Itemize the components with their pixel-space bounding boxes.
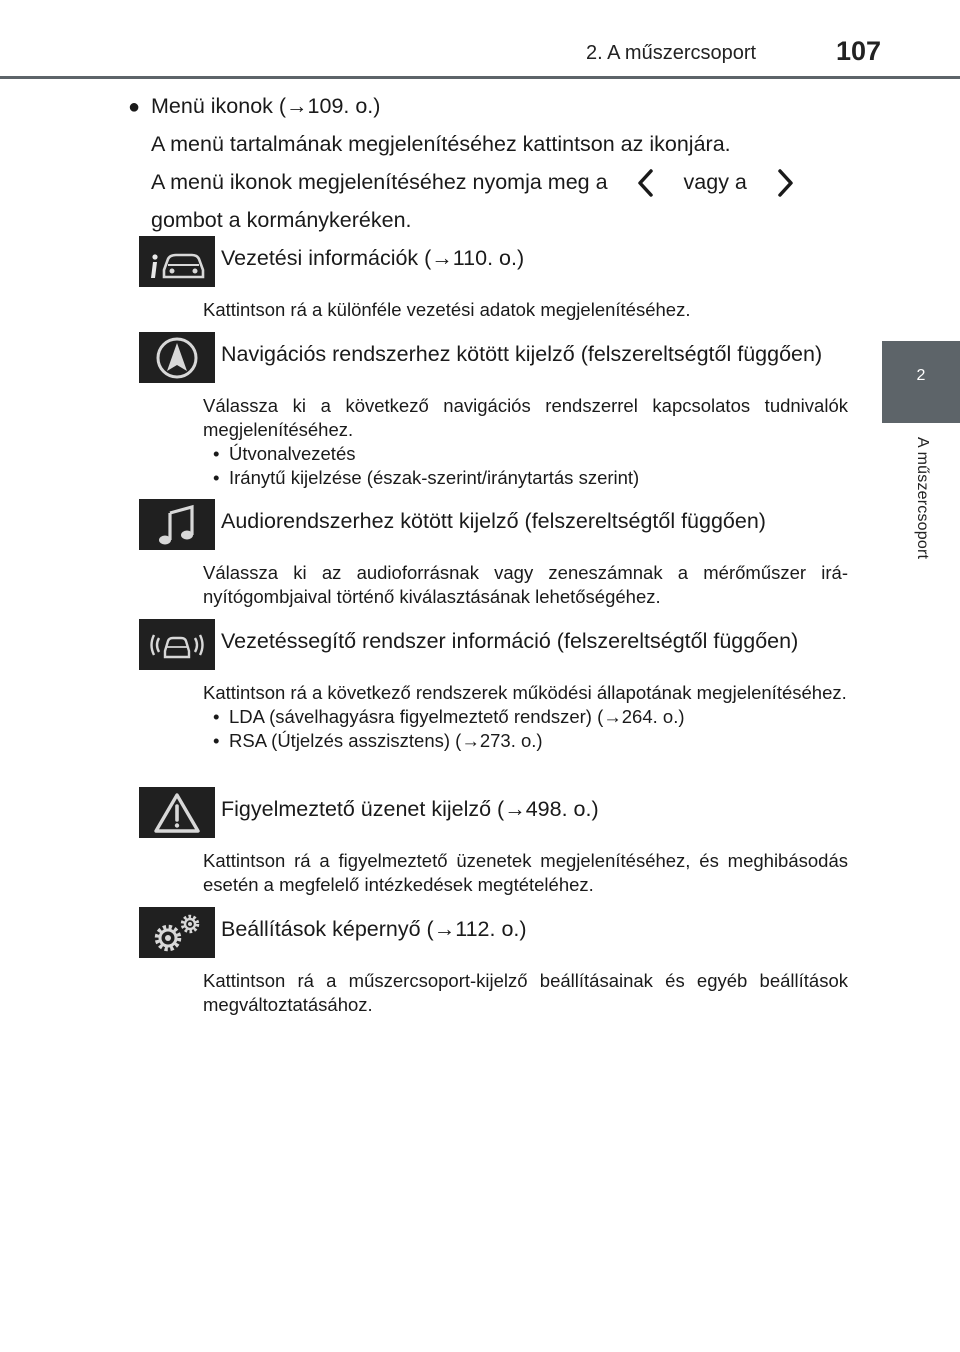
item-description <box>203 681 848 753</box>
intro-line: gombot a kormánykeréken. <box>151 208 412 232</box>
item-desc-text: Kattintson rá a műszercsoport-kijelző beállításainak és egyéb beállítások megváltoztatásához. <box>203 970 848 1015</box>
item-description <box>203 394 848 490</box>
bullet-dot: ● <box>128 96 141 118</box>
intro-line-buttons <box>151 164 831 201</box>
section-title: 2. A műszercsoport <box>586 42 757 64</box>
item-title: Vezetési információk (→110. o.) <box>221 246 525 270</box>
list-item: • LDA (sávelhagyásra figyelmeztető rendszer) (→264. o.) <box>213 705 848 729</box>
chevron-left-icon <box>634 168 658 198</box>
item-title: Audiorendszerhez kötött kijelző (felszereltségtől függően) <box>221 509 766 533</box>
item-description <box>203 849 848 897</box>
item-description <box>203 298 848 322</box>
item-desc-text: Válassza ki az audioforrásnak vagy zeneszámnak a mérőműszer irányítógombjaival történő kiválasztásának lehetőségéhez. <box>203 562 848 607</box>
item-title: Figyelmeztető üzenet kijelző (→498. o.) <box>221 797 599 821</box>
item-description <box>203 561 848 609</box>
warning-triangle-icon <box>139 787 215 838</box>
item-title: Navigációs rendszerhez kötött kijelző (felszereltségtől függően) <box>221 342 823 366</box>
chapter-number: 2 <box>916 367 926 384</box>
settings-gears-icon <box>139 907 215 958</box>
driving-assist-icon <box>139 619 215 670</box>
item-desc-text: Kattintson rá a különféle vezetési adatok megjelenítéséhez. <box>203 299 691 320</box>
header-divider <box>0 76 960 79</box>
intro-line: A menü tartalmának megjelenítéséhez kattintson az ikonjára. <box>151 132 731 156</box>
item-bullets <box>203 705 848 753</box>
list-item: • Iránytű kijelzése (észak-szerint/iránytartás szerint) <box>213 466 848 490</box>
item-desc-text: Válassza ki a következő navigációs rendszerrel kapcsolatos tudnivalók megjelenítéséhez. <box>203 395 848 440</box>
item-title: Beállítások képernyő (→112. o.) <box>221 917 527 941</box>
item-desc-text: Kattintson rá a következő rendszerek működési állapotának megjelenítéséhez. <box>203 682 847 703</box>
car-info-icon <box>139 236 215 287</box>
list-item: • RSA (Útjelzés asszisztens) (→273. o.) <box>213 729 848 753</box>
page-number: 107 <box>836 36 882 66</box>
item-description <box>203 969 848 1017</box>
intro-text: vagy a <box>683 170 747 194</box>
item-desc-text: Kattintson rá a figyelmeztető üzenetek megjelenítéséhez, és meghibásodás esetén a megfelelő intézkedések megtételéhez. <box>203 850 848 895</box>
item-bullets <box>203 442 848 490</box>
chevron-right-icon <box>773 168 797 198</box>
list-item: • Útvonalvezetés <box>213 442 848 466</box>
item-title: Vezetéssegítő rendszer információ (felszereltségtől függően) <box>221 629 799 653</box>
chapter-label: A műszercsoport <box>914 437 931 560</box>
intro-heading: Menü ikonok (→109. o.) <box>151 94 381 118</box>
chapter-tab <box>882 341 960 423</box>
intro-text: A menü ikonok megjelenítéséhez nyomja meg a <box>151 170 608 194</box>
navigation-arrow-icon <box>139 332 215 383</box>
music-note-icon <box>139 499 215 550</box>
